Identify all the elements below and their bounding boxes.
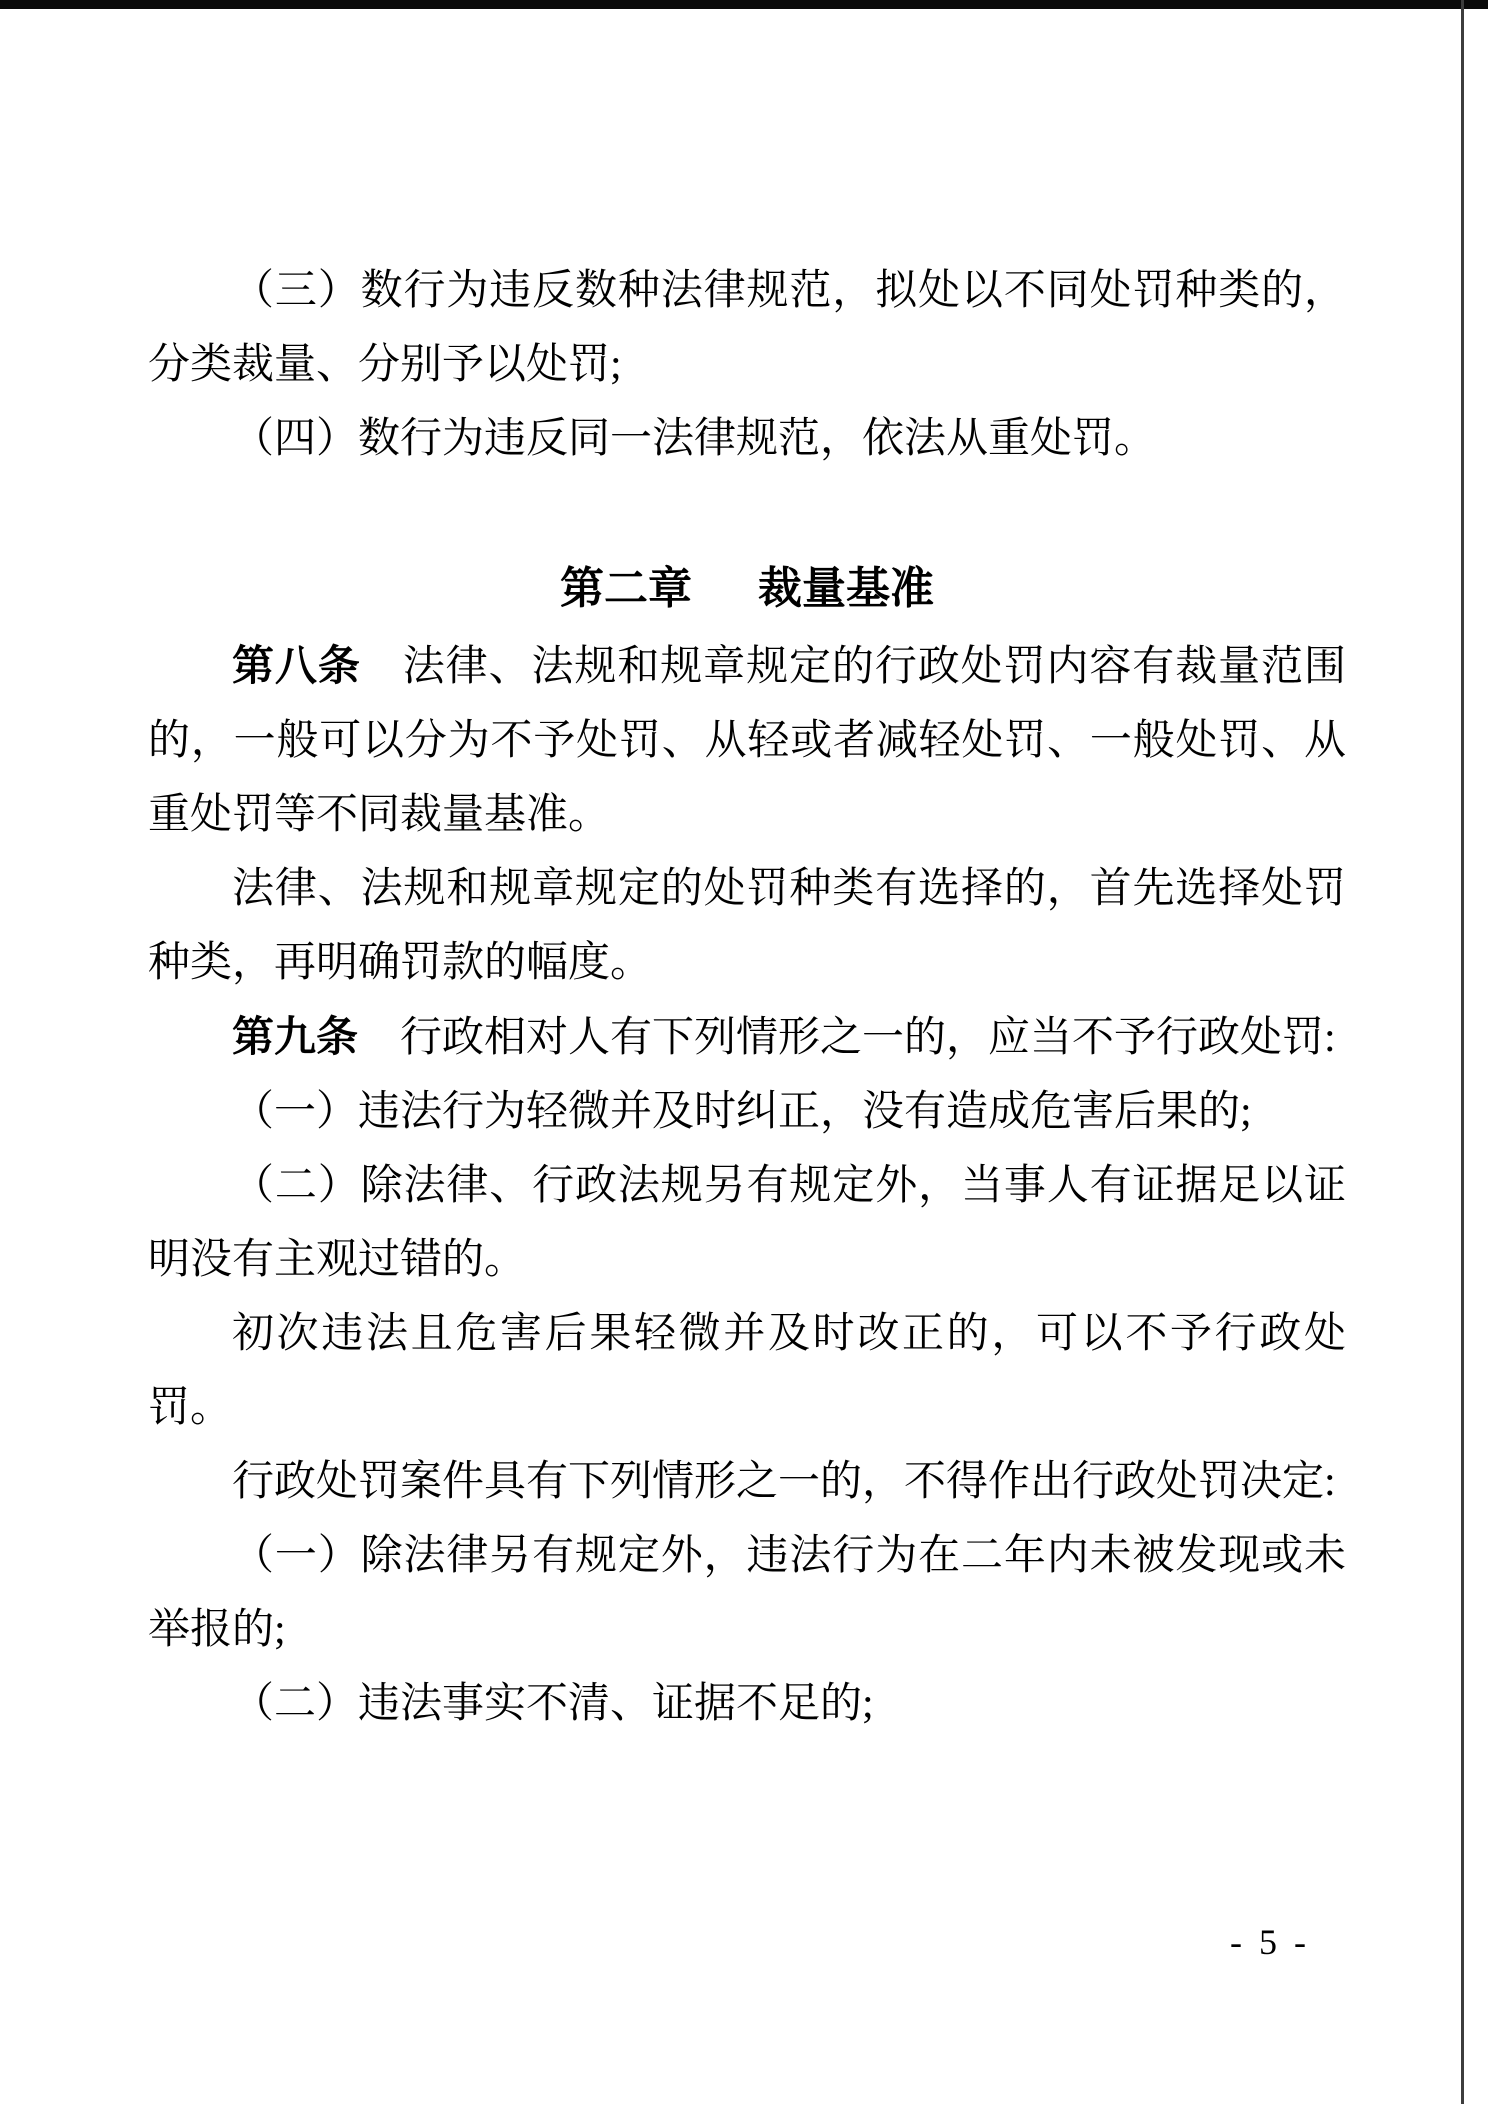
paragraph: （四）数行为违反同一法律规范，依法从重处罚。 (232, 416, 1157, 462)
document-body (148, 254, 1346, 1741)
scan-edge-right (1461, 0, 1464, 2104)
paragraph: 行政处罚案件具有下列情形之一的，不得作出行政处罚决定: (232, 1459, 1336, 1505)
paragraph: 法律、法规和规章规定的处罚种类有选择的，首先选择处罚种类，再明确罚款的幅度。 (148, 866, 1346, 986)
chapter-number: 第二章 (560, 564, 692, 613)
page-number: - 5 - (1230, 1922, 1310, 1962)
paragraph: 第九条 行政相对人有下列情形之一的，应当不予行政处罚: (232, 1013, 1336, 1061)
paragraph: （一）除法律另有规定外，违法行为在二年内未被发现或未举报的; (148, 1533, 1346, 1653)
paragraph: 第八条 法律、法规和规章规定的行政处罚内容有裁量范围的，一般可以分为不予处罚、从轻或者减轻处罚、一般处罚、从重处罚等不同裁量基准。 (148, 642, 1346, 838)
article-number: 第八条 (232, 642, 361, 689)
paragraph: 初次违法且危害后果轻微并及时改正的，可以不予行政处罚。 (148, 1311, 1346, 1431)
chapter-heading: 第二章 裁量基准 (560, 564, 934, 613)
paragraph: （二）除法律、行政法规另有规定外，当事人有证据足以证明没有主观过错的。 (148, 1163, 1346, 1283)
article-number: 第九条 (232, 1013, 359, 1060)
scan-edge-top (0, 0, 1488, 9)
paragraph: （二）违法事实不清、证据不足的; (232, 1681, 874, 1727)
paragraph: （一）违法行为轻微并及时纠正，没有造成危害后果的; (232, 1089, 1252, 1135)
paragraph: （三）数行为违反数种法律规范，拟处以不同处罚种类的，分类裁量、分别予以处罚; (148, 268, 1346, 388)
